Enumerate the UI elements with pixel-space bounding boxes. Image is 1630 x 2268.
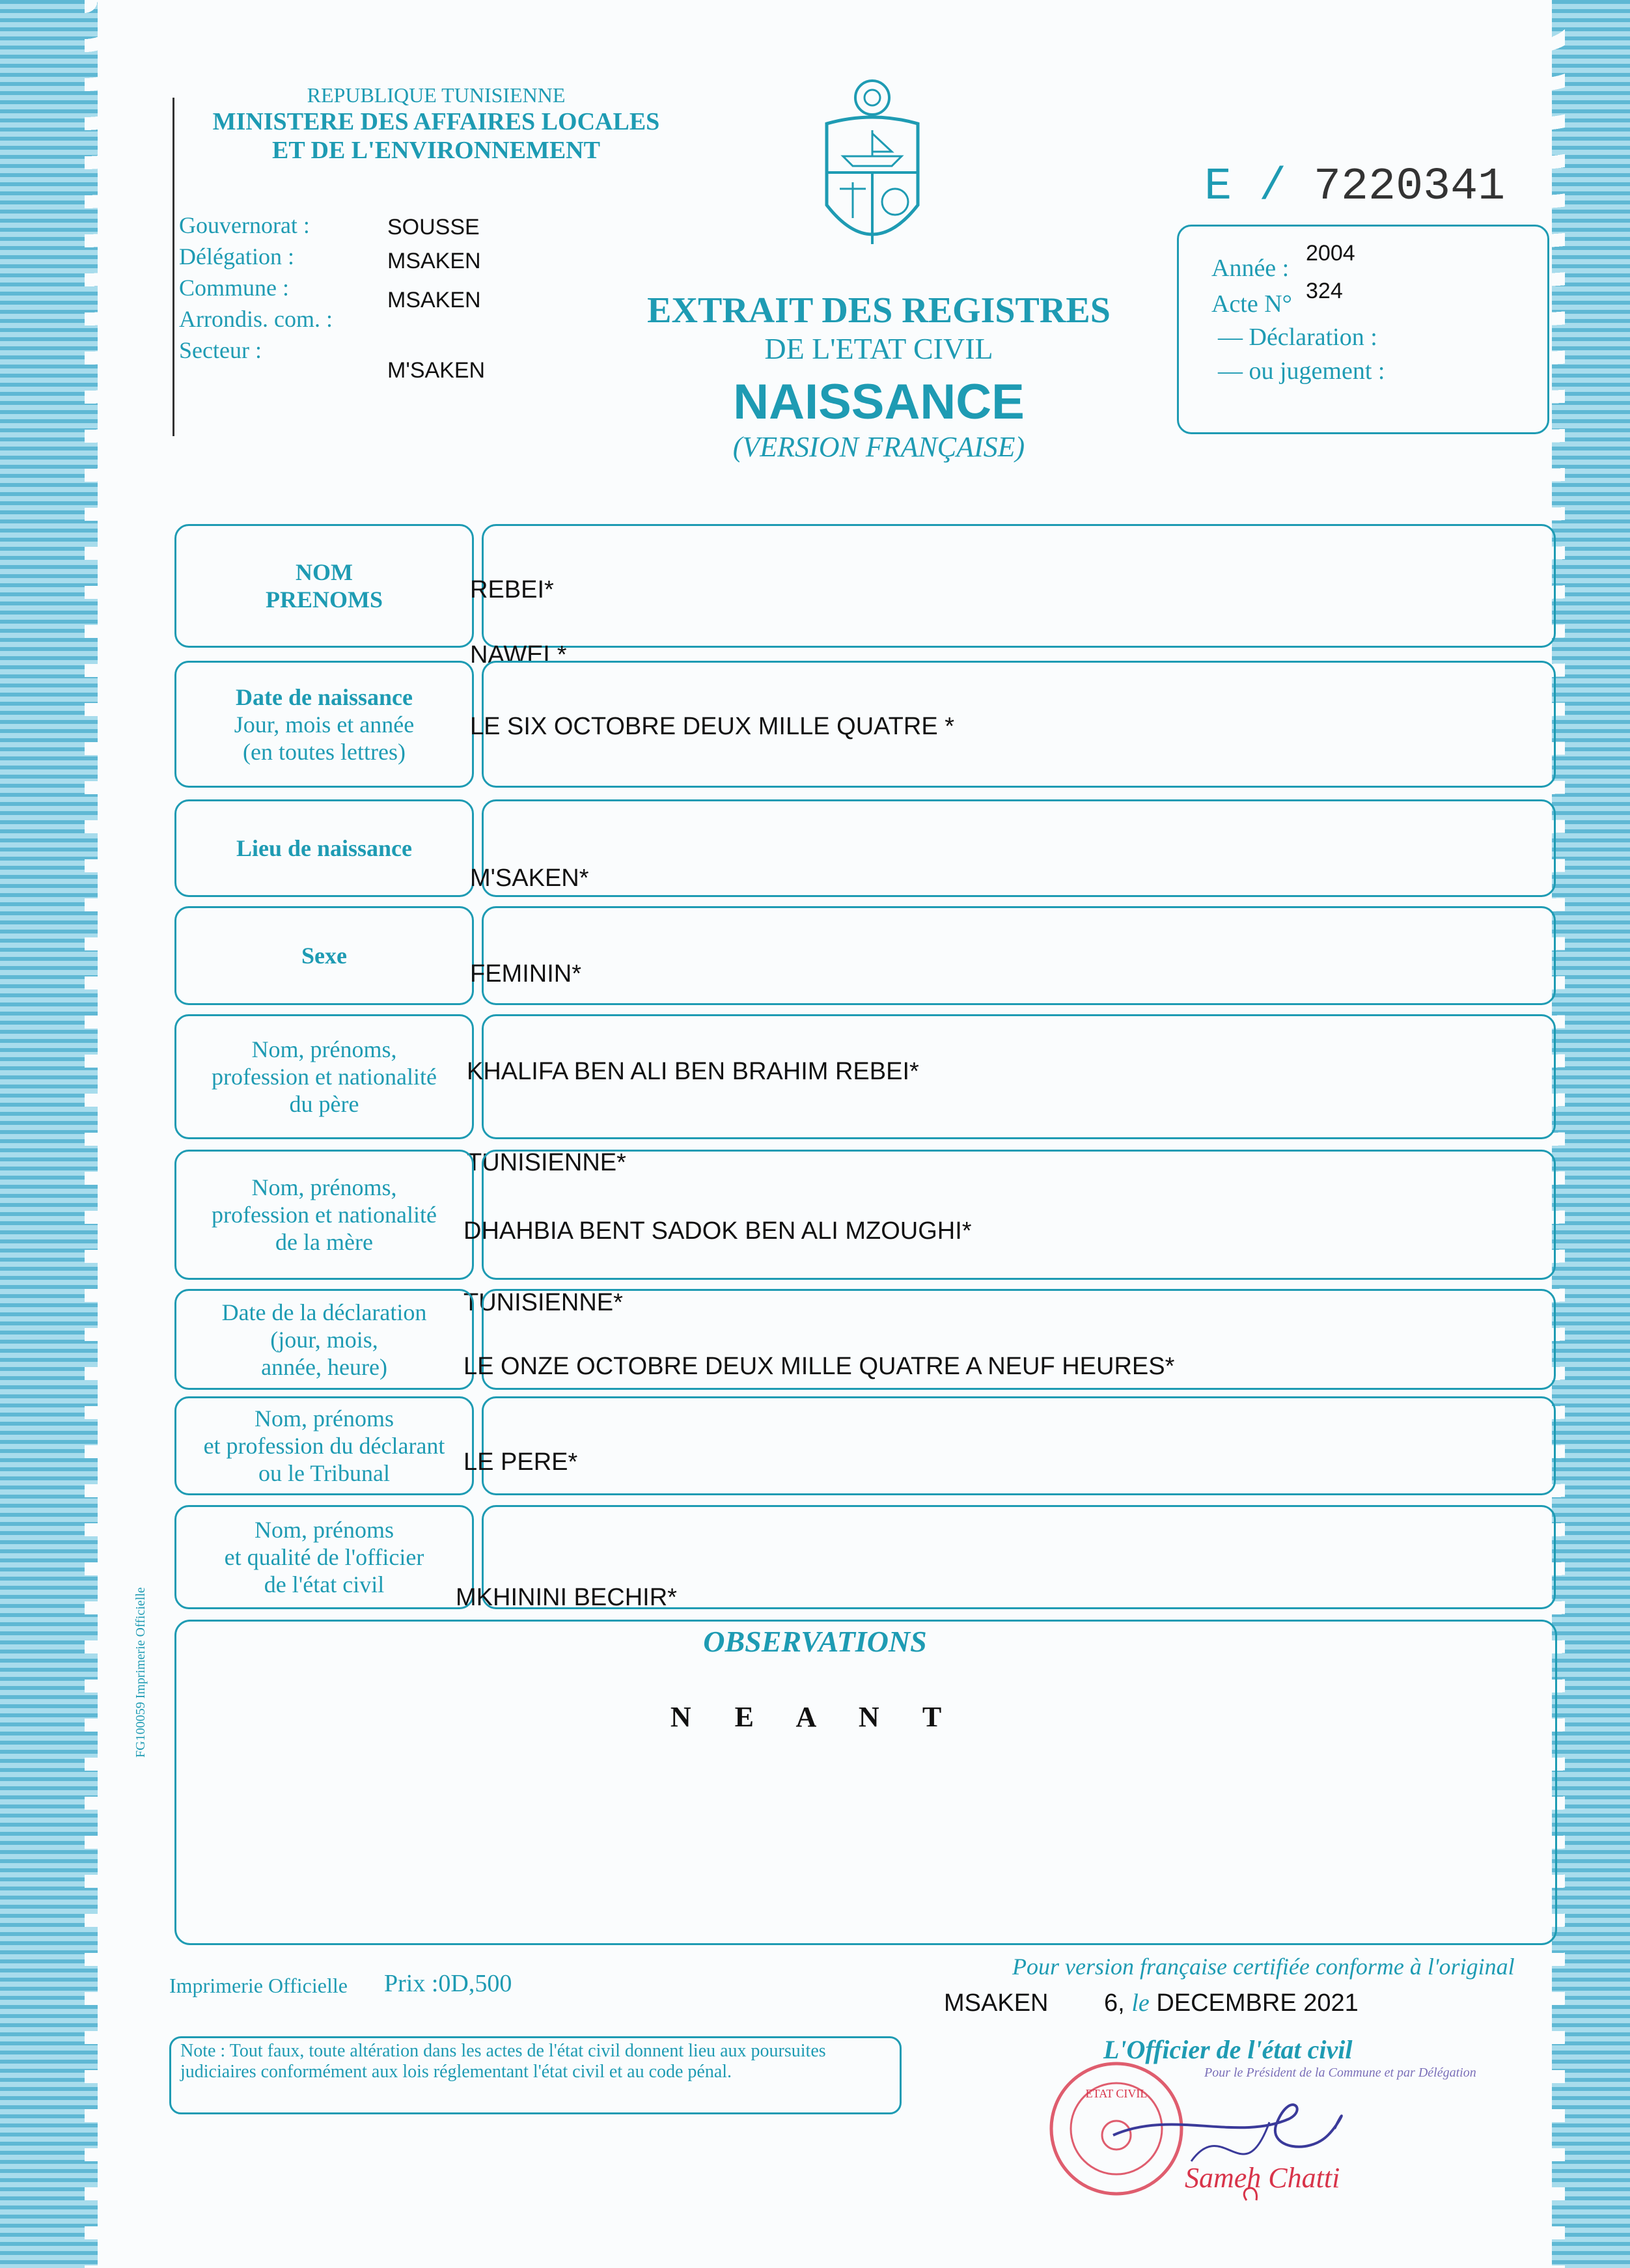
- nom-value-box: [482, 524, 1556, 648]
- pere-nationalite-value: TUNISIENNE*: [467, 1149, 626, 1176]
- officier-label-box: [174, 1505, 474, 1609]
- gouvernorat-label: Gouvernorat :: [179, 212, 310, 238]
- observations-box: [174, 1620, 1557, 1945]
- acte-label: Acte N°: [1211, 290, 1292, 318]
- declaration-date-value: LE ONZE OCTOBRE DEUX MILLE QUATRE A NEUF HEURES*: [463, 1353, 1175, 1380]
- mere-label3: de la mère: [275, 1229, 373, 1255]
- issue-le: le: [1131, 1989, 1150, 2017]
- date-naissance-sublabel1: Jour, mois et année: [234, 711, 415, 738]
- delegation-value: MSAKEN: [387, 249, 481, 273]
- sexe-label: Sexe: [301, 943, 347, 969]
- nom-label: NOM: [296, 559, 353, 585]
- acte-value: 324: [1306, 279, 1343, 303]
- mere-nationalite-value: TUNISIENNE*: [463, 1289, 623, 1316]
- secteur-label: Secteur :: [179, 337, 262, 363]
- sexe-value-box: [482, 906, 1556, 1005]
- issue-month-year: DECEMBRE 2021: [1156, 1989, 1359, 2017]
- declarant-label1: Nom, prénoms: [255, 1405, 394, 1431]
- nom-label-box: [174, 524, 474, 648]
- serial-value: 7220341: [1314, 161, 1506, 213]
- declarant-label3: ou le Tribunal: [258, 1460, 391, 1486]
- observations-text: N E A N T: [670, 1701, 960, 1733]
- signature-caption: Pour le Président de la Commune et par Délégation: [1204, 2066, 1476, 2080]
- commune-value: MSAKEN: [387, 288, 481, 312]
- nom-value: REBEI*: [470, 576, 554, 603]
- lieu-naissance-value-box: [482, 799, 1556, 897]
- officier-value: MKHININI BECHIR*: [456, 1584, 677, 1611]
- declaration-date-label2: (jour, mois,: [270, 1326, 378, 1353]
- mere-label-box: [174, 1150, 474, 1280]
- annee-value: 2004: [1306, 241, 1355, 266]
- title-naissance: NAISSANCE: [733, 374, 1025, 430]
- observations-title: OBSERVATIONS: [703, 1625, 927, 1658]
- declarant-label-box: [174, 1396, 474, 1495]
- title-line2: DE L'ETAT CIVIL: [764, 332, 993, 365]
- certification-text: Pour version française certifiée conforme à l'original: [1012, 1954, 1515, 1980]
- mere-value: DHAHBIA BENT SADOK BEN ALI MZOUGHI*: [463, 1217, 972, 1245]
- declarant-value: LE PERE*: [463, 1448, 578, 1476]
- arrondissement-label: Arrondis. com. :: [179, 306, 333, 332]
- pere-label-box: [174, 1014, 474, 1139]
- decorative-border-right: [1552, 0, 1630, 2268]
- ministry-line1: MINISTERE DES AFFAIRES LOCALES: [212, 108, 660, 135]
- pere-label3: du père: [289, 1091, 359, 1117]
- lieu-naissance-label: Lieu de naissance: [236, 835, 413, 861]
- gouvernorat-value: SOUSSE: [387, 215, 480, 240]
- issue-day: 6,: [1104, 1989, 1125, 2017]
- declaration-date-label3: année, heure): [261, 1353, 387, 1380]
- pere-value: KHALIFA BEN ALI BEN BRAHIM REBEI*: [467, 1058, 919, 1085]
- note-label: Note :: [180, 2041, 226, 2061]
- sexe-value: FEMININ*: [470, 960, 581, 988]
- declaration-date-label-box: [174, 1289, 474, 1390]
- date-naissance-label-box: [174, 661, 474, 788]
- lieu-naissance-label-box: [174, 799, 474, 897]
- prix-label: Prix :0D,500: [384, 1970, 512, 1997]
- ministry-header: [176, 83, 697, 165]
- decorative-border-left: [0, 0, 98, 2268]
- mere-label2: profession et nationalité: [212, 1202, 437, 1228]
- coat-of-arms-icon: [807, 75, 937, 270]
- ministry-line2: ET DE L'ENVIRONNEMENT: [272, 137, 600, 164]
- prenoms-label: PRENOMS: [266, 587, 383, 613]
- delegation-label: Délégation :: [179, 243, 294, 270]
- title-version: (VERSION FRANÇAISE): [732, 431, 1025, 463]
- date-naissance-value: LE SIX OCTOBRE DEUX MILLE QUATRE *: [470, 713, 955, 740]
- stamp-text: ETAT CIVIL: [1085, 2087, 1148, 2100]
- legal-note-box: [169, 2036, 902, 2114]
- declaration-date-label1: Date de la déclaration: [221, 1299, 427, 1325]
- issue-city: MSAKEN: [944, 1989, 1049, 2017]
- declaration-label: — Déclaration :: [1218, 324, 1377, 351]
- printer-side-mark: FG100059 Imprimerie Officielle: [133, 1587, 148, 1758]
- issue-place-date: [944, 1989, 1359, 2017]
- secteur-value: M'SAKEN: [387, 358, 486, 383]
- declarant-value-box: [482, 1396, 1556, 1495]
- mere-value-box: [482, 1150, 1556, 1280]
- commune-label: Commune :: [179, 275, 289, 301]
- jugement-label: — ou jugement :: [1218, 357, 1385, 385]
- header-rule: [173, 98, 174, 436]
- officier-label3: de l'état civil: [264, 1571, 385, 1597]
- declarant-label2: et profession du déclarant: [203, 1433, 445, 1459]
- note-text: Tout faux, toute altération dans les actes de l'état civil donnent lieu aux poursuites judiciaires conformément aux lois réglementant l'état civil et au code pénal.: [180, 2041, 826, 2082]
- officier-label2: et qualité de l'officier: [224, 1544, 424, 1570]
- sexe-label-box: [174, 906, 474, 1005]
- document-title: [586, 290, 1172, 463]
- serial-number: [1204, 161, 1505, 213]
- reference-box: [1177, 225, 1549, 434]
- officer-title: L'Officier de l'état civil: [1103, 2035, 1353, 2064]
- signature-name: Sameh Chatti: [1185, 2162, 1340, 2194]
- prenom-value: NAWEL*: [470, 641, 567, 669]
- mere-label1: Nom, prénoms,: [251, 1174, 397, 1200]
- signature-icon: [1074, 2064, 1476, 2207]
- annee-label: Année :: [1211, 255, 1290, 282]
- serial-prefix: E /: [1204, 161, 1287, 213]
- title-line1: EXTRAIT DES REGISTRES: [647, 290, 1111, 331]
- date-naissance-label: Date de naissance: [236, 684, 413, 710]
- lieu-naissance-value: M'SAKEN*: [470, 864, 589, 892]
- imprimerie-label: Imprimerie Officielle: [169, 1974, 348, 1997]
- pere-label2: profession et nationalité: [212, 1064, 437, 1090]
- officier-label1: Nom, prénoms: [255, 1517, 394, 1543]
- republic-label: REPUBLIQUE TUNISIENNE: [307, 83, 566, 107]
- date-naissance-sublabel2: (en toutes lettres): [243, 738, 406, 765]
- pere-label1: Nom, prénoms,: [251, 1036, 397, 1062]
